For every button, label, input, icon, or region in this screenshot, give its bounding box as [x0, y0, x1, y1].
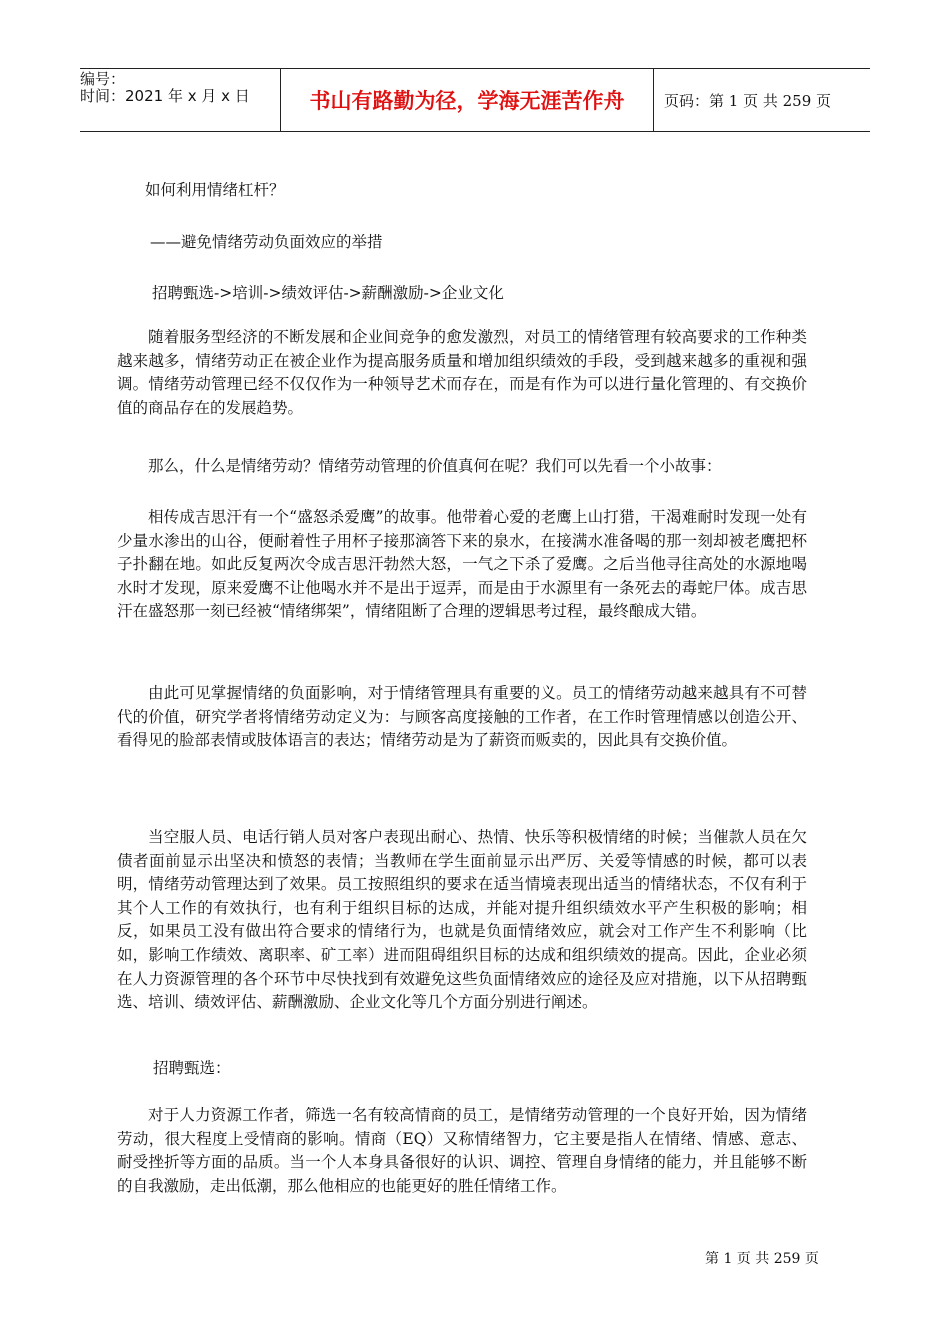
paragraph: 那么，什么是情绪劳动？情绪劳动管理的价值真何在呢？我们可以先看一个小故事： [148, 457, 722, 475]
paragraph: 由此可见掌握情绪的负面影响，对于情绪管理具有重要的义。员工的情绪劳动越来越具有不可替代的价值，研究学者将情绪劳动定义为：与顾客高度接触的工作者，在工作时管理情感以创造公开、看得见的脸部表情或肢体语言的表达；情绪劳动是为了薪资而贩卖的，因此具有交换价值。 [117, 684, 807, 750]
document-subtitle: ——避免情绪劳动负面效应的举措 [150, 233, 383, 251]
section-label: 招聘甄选： [153, 1059, 231, 1077]
process-path: 招聘甄选->培训->绩效评估->薪酬激励->企业文化 [152, 284, 504, 302]
header-page-info: 页码：第 1 页 共 259 页 [664, 91, 832, 110]
paragraph: 当空服人员、电话行销人员对客户表现出耐心、热情、快乐等积极情绪的时候；当催款人员在欠债者面前显示出坚决和愤怒的表情；当教师在学生面前显示出严厉、关爱等情感的时候，都可以表明，情绪劳动管理达到了效果。员工按照组织的要求在适当情境表现出适当的情绪状态，不仅有利于其个人工作的有效执行，也有利于组织目标的达成，并能对提升组织绩效水平产生积极的影响；相反，如果员工没有做出符合要求的情绪行为，也就是负面情绪效应，就会对工作产生不利影响（比如，影响工作绩效、离职率、矿工率）进而阻碍组织目标的达成和组织绩效的提高。因此，企业必须在人力资源管理的各个环节中尽快找到有效避免这些负面情绪效应的途径及应对措施，以下从招聘甄选、培训、绩效评估、薪酬激励、企业文化等几个方面分别进行阐述。 [117, 828, 807, 1012]
document-title: 如何利用情绪杠杆？ [145, 181, 285, 199]
header-motto: 书山有路勤为径，学海无涯苦作舟 [280, 69, 654, 131]
page-footer: 第 1 页 共 259 页 [705, 1251, 819, 1267]
paragraph: 随着服务型经济的不断发展和企业间竞争的愈发激烈，对员工的情绪管理有较高要求的工作种类越来越多，情绪劳动正在被企业作为提高服务质量和增加组织绩效的手段，受到越来越多的重视和强调。情绪劳动管理已经不仅仅作为一种领导艺术而存在，而是有作为可以进行量化管理的、有交换价值的商品存在的发展趋势。 [117, 328, 807, 417]
paragraph: 相传成吉思汗有一个“盛怒杀爱鹰”的故事。他带着心爱的老鹰上山打猎，干渴难耐时发现一处有少量水渗出的山谷，便耐着性子用杯子接那滴答下来的泉水，在接满水准备喝的那一刻却被老鹰把杯子扑翻在地。如此反复两次令成吉思汗勃然大怒，一气之下杀了爱鹰。之后当他寻往高处的水源地喝水时才发现，原来爱鹰不让他喝水并不是出于逗弄，而是由于水源里有一条死去的毒蛇尸体。成吉思汗在盛怒那一刻已经被“情绪绑架”，情绪阻断了合理的逻辑思考过程，最终酿成大错。 [117, 508, 807, 621]
number-label: 编号： [80, 70, 126, 88]
page-header [80, 68, 870, 132]
paragraph: 对于人力资源工作者，筛选一名有较高情商的员工，是情绪劳动管理的一个良好开始，因为情绪劳动，很大程度上受情商的影响。情商（EQ）又称情绪智力，它主要是指人在情绪、情感、意志、耐受挫折等方面的品质。当一个人本身具备很好的认识、调控、管理自身情绪的能力，并且能够不断的自我激励，走出低潮，那么他相应的也能更好的胜任情绪工作。 [117, 1106, 807, 1195]
date-label: 时间：2021 年 x 月 x 日 [80, 87, 250, 105]
header-meta [80, 69, 280, 133]
